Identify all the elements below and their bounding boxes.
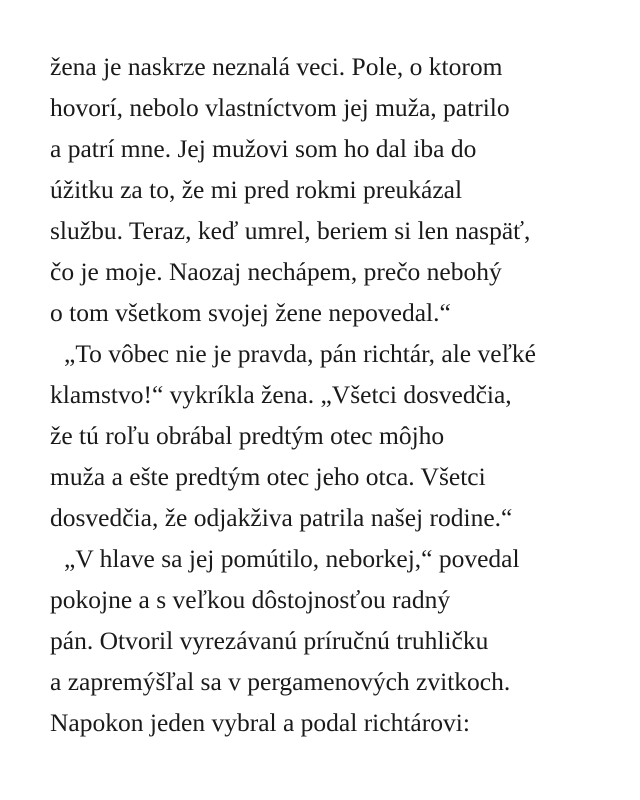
text-body xyxy=(50,46,610,743)
text-line: muža a ešte predtým otec jeho otca. Všetci xyxy=(50,462,486,491)
text-line: pokojne a s veľkou dôstojnosťou radný xyxy=(50,585,451,614)
text-line: pán. Otvoril vyrezávanú príručnú truhličku xyxy=(50,626,489,655)
text-line: o tom všetkom svojej žene nepovedal.“ xyxy=(50,298,451,327)
text-line: čo je moje. Naozaj nechápem, prečo nebohý xyxy=(50,257,502,286)
text-line: žena je naskrze neznalá veci. Pole, o ktorom xyxy=(50,52,503,81)
text-line: a zapremýšľal sa v pergamenových zvitkoch. xyxy=(50,667,511,696)
text-line: klamstvo!“ vykríkla žena. „Všetci dosvedčia, xyxy=(50,380,512,409)
text-line: úžitku za to, že mi pred rokmi preukázal xyxy=(50,175,463,204)
paragraph-start-line: „To vôbec nie je pravda, pán richtár, ale veľké xyxy=(64,339,536,368)
text-line: dosvedčia, že odjakživa patrila našej rodine.“ xyxy=(50,503,513,532)
text-line: že tú roľu obrábal predtým otec môjho xyxy=(50,421,445,450)
text-line: hovorí, nebolo vlastníctvom jej muža, patrilo xyxy=(50,93,510,122)
text-line: a patrí mne. Jej mužovi som ho dal iba do xyxy=(50,134,477,163)
text-line: Napokon jeden vybral a podal richtárovi: xyxy=(50,708,470,737)
paragraph-start-line: „V hlave sa jej pomútilo, neborkej,“ povedal xyxy=(64,544,520,573)
text-line: službu. Teraz, keď umrel, beriem si len naspäť, xyxy=(50,216,531,245)
